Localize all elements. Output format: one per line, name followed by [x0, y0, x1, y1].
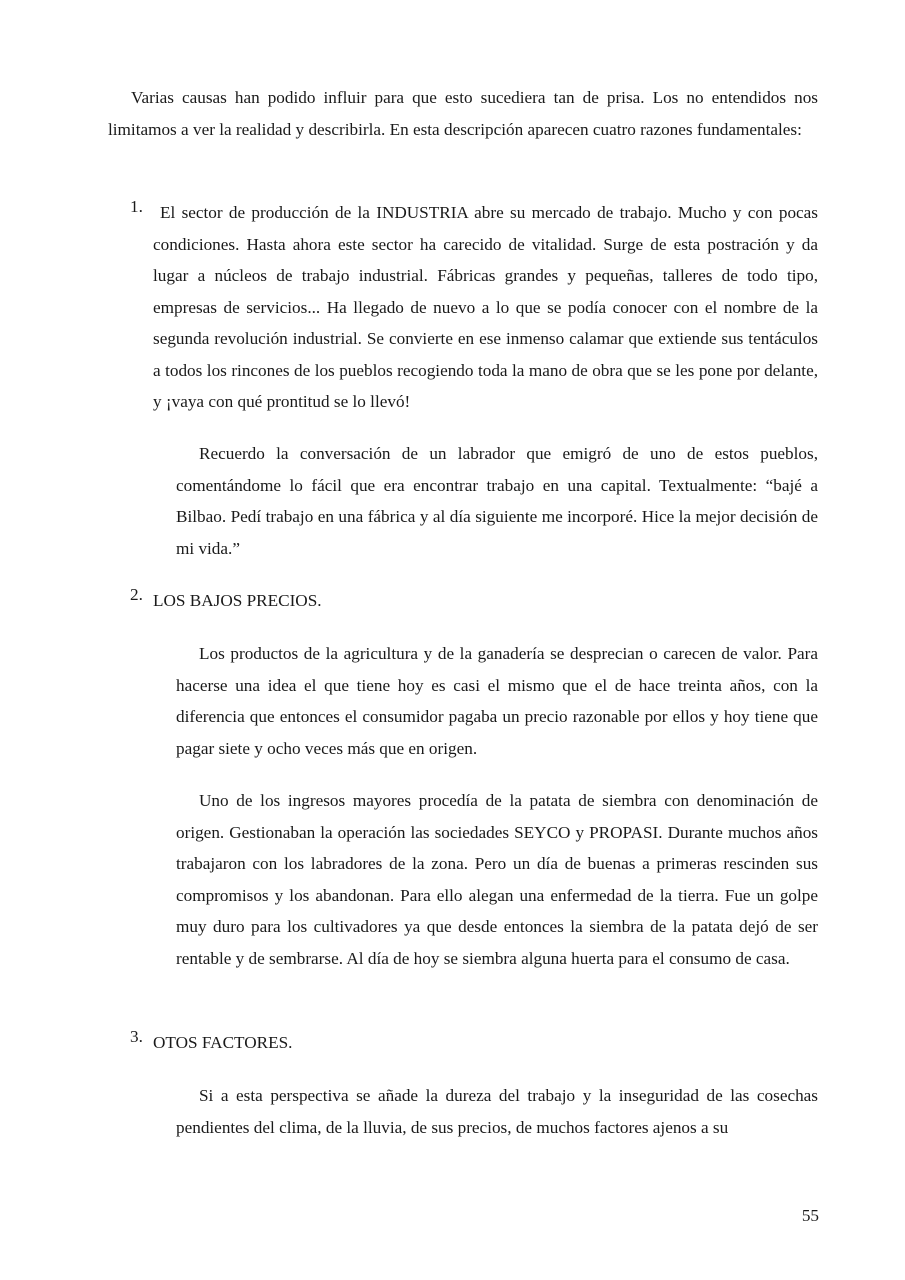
- list-number: 2.: [130, 585, 143, 604]
- body-paragraph: Los productos de la agricultura y de la ganadería se desprecian o carecen de valor. Para hacerse una idea el que tiene hoy es casi el mismo que el de hace treinta años, con la diferencia que entonces el consumidor pagaba un precio razonable por ellos y hoy tiene que pagar siete y ocho veces más que en origen.: [176, 644, 818, 758]
- list-item-text: El sector de producción de la INDUSTRIA abre su mercado de trabajo. Mucho y con pocas condiciones. Hasta ahora este sector ha carecido de vitalidad. Surge de esta postración y da lugar a núcleos de trabajo industrial. Fábricas grandes y pequeñas, talleres de todo tipo, empresas de servicios... Ha llegado de nuevo a lo que se podía conocer con el nombre de la segunda revolución industrial. Se convierte en ese inmenso calamar que extiende sus tentáculos a todos los rincones de los pueblos recogiendo toda la mano de obra que se les pone por delante, y ¡vaya con qué prontitud se lo llevó!: [153, 203, 818, 411]
- body-paragraph: Si a esta perspectiva se añade la dureza del trabajo y la inseguridad de las cosechas pendientes del clima, de la lluvia, de sus precios, de muchos factores ajenos a su: [176, 1086, 818, 1137]
- body-paragraph: Uno de los ingresos mayores procedía de la patata de siembra con denominación de origen. Gestionaban la operación las sociedades SEYCO y PROPASI. Durante muchos años trabajaron con los labradores de la zona. Pero un día de buenas a primeras rescinden sus compromisos y los abandonan. Para ello alegan una enfermedad de la tierra. Fue un golpe muy duro para los cultivadores ya que desde entonces la siembra de la patata dejó de ser rentable y de sembrarse. Al día de hoy se siembra alguna huerta para el consumo de casa.: [176, 791, 818, 968]
- intro-paragraph: Varias causas han podido influir para que esto sucediera tan de prisa. Los no entendidos nos limitamos a ver la realidad y describirla. En esta descripción aparecen cuatro razones fundamentales:: [108, 88, 818, 139]
- list-number: 1.: [130, 197, 143, 216]
- page-number: 55: [801, 1206, 819, 1225]
- list-item-1: [130, 197, 818, 418]
- body-paragraph: Recuerdo la conversación de un labrador que emigró de uno de estos pueblos, comentándome lo fácil que era encontrar trabajo en una capital. Textualmente: “bajé a Bilbao. Pedí trabajo en una fábrica y al día siguiente me incorporé. Hice la mejor decisión de mi vida.”: [176, 444, 818, 558]
- list-item-3: [130, 1027, 818, 1059]
- list-item-2: [130, 585, 818, 617]
- section-heading: OTOS FACTORES.: [153, 1033, 293, 1052]
- section-heading: LOS BAJOS PRECIOS.: [153, 591, 322, 610]
- list-number: 3.: [130, 1027, 143, 1046]
